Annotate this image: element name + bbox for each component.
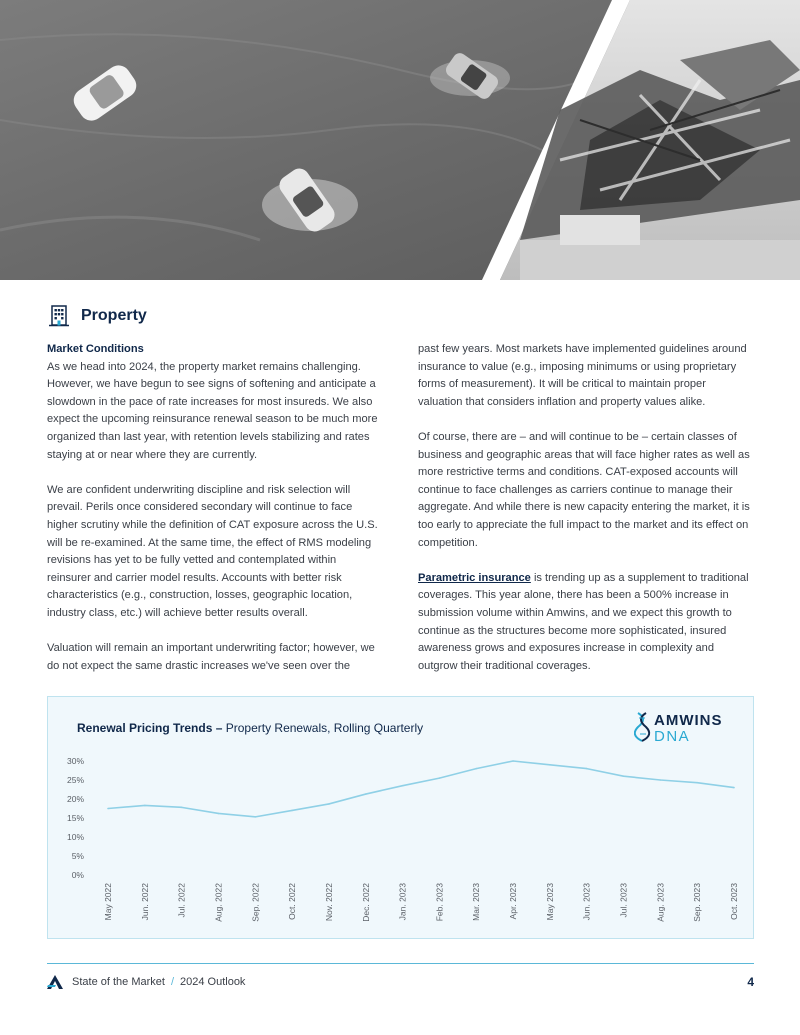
x-tick-label: Jan. 2023 (397, 883, 408, 921)
building-icon (47, 304, 71, 328)
data-point (181, 807, 183, 809)
data-point (144, 805, 146, 807)
x-tick-label: Jun. 2023 (581, 883, 592, 921)
y-tick-label: 5% (71, 851, 84, 861)
y-tick-label: 15% (66, 813, 84, 823)
footer-edition: 2024 Outlook (180, 976, 246, 988)
data-point (549, 764, 551, 766)
paragraph-parametric (418, 570, 752, 676)
paragraph: past few years. Most markets have implemented guidelines around insurance to value (e.g., imposing minimums or using proprietary forms of measurement). It will be critical to maintain proper valuation that considers inflation and property values alike. (418, 343, 747, 408)
paragraph: As we head into 2024, the property market remains challenging. However, we have begun to see signs of softening and anticipate a slowdown in the pace of rate increases for most insureds. We also expect the upcoming reinsurance renewal season to be much more organized than last year, with retention levels stabilizing and rates staying at or near where they are currently. (47, 360, 378, 461)
footer (47, 974, 754, 990)
logo-text-amwins: AMWINS (654, 712, 723, 729)
data-point (402, 785, 404, 787)
page-number: 4 (747, 975, 754, 989)
hero-photo-collage (0, 0, 800, 280)
data-point (696, 782, 698, 784)
footer-doc-title: State of the Market (72, 976, 165, 988)
y-tick-label: 20% (66, 794, 84, 804)
data-point (733, 787, 735, 789)
y-tick-label: 10% (66, 832, 84, 842)
chart-title-rest: Property Renewals, Rolling Quarterly (222, 721, 424, 735)
y-tick-label: 0% (71, 870, 84, 880)
y-tick-label: 30% (66, 756, 84, 766)
x-tick-label: Aug. 2022 (213, 883, 224, 922)
data-point (475, 768, 477, 770)
data-point (512, 760, 514, 762)
data-point (254, 816, 256, 818)
data-point (365, 793, 367, 795)
paragraph: We are confident underwriting discipline and risk selection will prevail. Perils once considered secondary will continue to face higher scrutiny while the definition of CAT exposure across the U.S. will be re-examined. At the same time, the effect of RMS modeling revisions has yet to be fully vetted and contemplated within reinsurer and carrier model results. Accounts with better risk characteristics (e.g., construction, losses, geographic location, industry class, etc.) will achieve better results overall. (47, 483, 378, 619)
data-point (586, 768, 588, 770)
x-tick-label: Oct. 2022 (287, 883, 298, 920)
x-tick-label: Jun. 2022 (139, 883, 150, 921)
chart-title-bold: Renewal Pricing Trends – (77, 721, 223, 735)
data-point (439, 777, 441, 779)
x-tick-label: May 2022 (103, 883, 113, 921)
section-heading (47, 304, 147, 328)
x-tick-label: Aug. 2023 (655, 883, 666, 922)
footer-separator: / (170, 976, 174, 988)
x-tick-label: Apr. 2023 (508, 883, 519, 920)
x-tick-label: Oct. 2023 (729, 883, 739, 920)
left-column (47, 341, 381, 675)
x-tick-label: Sep. 2022 (250, 883, 261, 922)
logo-text-dna: DNA (654, 728, 691, 745)
paragraph-text: is trending up as a supplement to traditional coverages. This year alone, there has been a 500% increase in submission volume within Amwins, and we expect this growth to continue as the structures become more sophisticated, insured awareness grows and exposures increase in complexity and outgrow their traditional coverages. (418, 571, 749, 672)
x-tick-label: May 2023 (544, 883, 555, 921)
footer-divider (47, 963, 754, 964)
x-tick-label: Jul. 2023 (618, 883, 629, 918)
right-column (418, 341, 752, 675)
data-point (328, 803, 330, 805)
x-tick-label: Dec. 2022 (360, 883, 371, 922)
paragraph: Of course, there are – and will continue to be – certain classes of business and geographic areas that will face higher rates as well as more restrictive terms and conditions. CAT-exposed accounts will continue to face challenges as carriers continue to manage their aggregate. And while there is new capacity entering the market, it is too early to appreciate the full impact to the market and its effect on competition. (418, 430, 750, 549)
line-chart (48, 697, 755, 940)
y-tick-label: 25% (66, 775, 84, 785)
data-point (660, 779, 662, 781)
x-tick-label: Jul. 2022 (176, 883, 187, 918)
data-point (218, 813, 220, 815)
x-tick-label: Mar. 2023 (471, 883, 482, 921)
parametric-insurance-link[interactable]: Parametric insurance (418, 571, 531, 584)
x-tick-label: Sep. 2023 (692, 883, 703, 922)
amwins-mark-icon (47, 975, 63, 989)
data-point (291, 810, 293, 812)
paragraph: Valuation will remain an important underwriting factor; however, we do not expect the same drastic increases we've seen over the (47, 642, 375, 672)
section-title: Property (81, 307, 147, 324)
x-tick-label: Nov. 2022 (323, 883, 334, 922)
series-line (108, 761, 734, 817)
x-tick-label: Feb. 2023 (434, 883, 445, 922)
chart-panel (47, 696, 754, 939)
market-conditions-heading: Market Conditions (47, 343, 144, 355)
data-point (623, 775, 625, 777)
hero-image (0, 0, 800, 280)
data-point (107, 808, 109, 810)
